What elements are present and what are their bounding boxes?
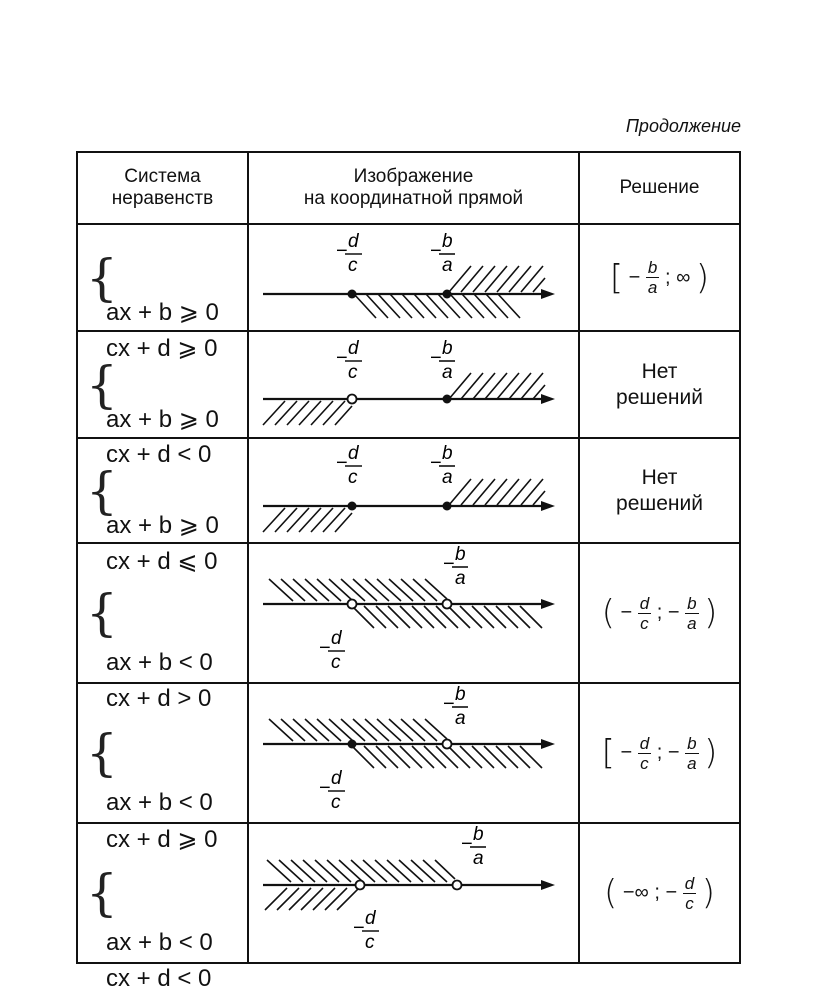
solution-cell: [579, 683, 740, 823]
number-line-diagram: [249, 544, 578, 677]
brace-icon: {: [86, 461, 118, 520]
label-b: b: [473, 824, 484, 845]
label-b: b: [455, 684, 466, 705]
label-minus: −: [336, 347, 348, 369]
numerator: d: [684, 873, 695, 893]
label-a: a: [455, 568, 466, 589]
label-minus: −: [461, 833, 473, 855]
solution-cell: [579, 224, 740, 331]
number-line-diagram: [249, 225, 578, 325]
point-minus-d-over-c: [348, 395, 357, 404]
point-minus-b-over-a: [443, 502, 452, 511]
number-line-cell: [248, 683, 579, 823]
inequality-1: ax + b ⩾ 0: [106, 298, 219, 326]
header-image-line2: на координатной прямой: [303, 188, 524, 209]
fraction-d-over-c: [638, 735, 651, 772]
numerator: b: [687, 733, 697, 753]
solution-cell: [579, 543, 740, 683]
brace-icon: {: [86, 864, 118, 922]
label-minus: −: [353, 917, 365, 939]
point-minus-d-over-c: [348, 502, 357, 511]
label-b: b: [455, 544, 466, 565]
header-image: [248, 152, 579, 224]
inequality-2: cx + d < 0: [106, 440, 212, 468]
label-d: d: [365, 908, 376, 929]
inequality-2: cx + d ⩽ 0: [106, 547, 218, 575]
arrow-icon: [541, 880, 555, 890]
number-line-diagram: [249, 439, 578, 537]
label-minus: −: [319, 777, 331, 799]
label-minus: −: [319, 637, 331, 659]
point-minus-d-over-c: [356, 881, 365, 890]
number-line-diagram: [249, 824, 578, 957]
label-a: a: [442, 255, 453, 276]
inequality-1: ax + b ⩾ 0: [106, 511, 219, 539]
inequality-systems-table: [76, 151, 741, 992]
fraction-b-over-a: [646, 259, 659, 296]
brace-icon: {: [86, 248, 118, 307]
header-system-line2: неравенств: [111, 188, 214, 209]
no-solution-line1: Нет: [641, 359, 678, 383]
no-solution-line1: Нет: [641, 465, 678, 489]
number-line-cell: [248, 224, 579, 331]
bracket-open: [: [601, 733, 615, 773]
label-a: a: [442, 467, 453, 488]
bracket-open: [: [609, 257, 624, 298]
arrow-icon: [541, 394, 555, 404]
minus-sign: −: [667, 601, 680, 624]
label-b: b: [442, 231, 453, 252]
label-minus: −: [430, 452, 442, 474]
minus-sign: −: [667, 741, 680, 764]
numerator: d: [639, 733, 650, 753]
label-c: c: [348, 362, 358, 383]
label-d: d: [331, 768, 342, 789]
no-solution-line2: решений: [616, 491, 703, 515]
point-minus-d-over-c: [348, 600, 357, 609]
point-minus-b-over-a: [443, 395, 452, 404]
fraction-b-over-a: [685, 735, 698, 772]
minus-sign: −: [620, 601, 633, 624]
bracket-open: (: [604, 873, 618, 913]
inequality-2: cx + d < 0: [106, 965, 212, 992]
separator: ;: [656, 741, 663, 764]
denominator: a: [687, 613, 697, 633]
label-c: c: [331, 792, 341, 813]
numerator: d: [639, 593, 650, 613]
fraction-d-over-c: [683, 875, 696, 912]
fraction-d-over-c: [638, 595, 651, 632]
label-c: c: [348, 467, 358, 488]
minus-sign: −: [628, 266, 641, 288]
minus-sign: −: [620, 741, 633, 764]
inequality-2: cx + d ⩾ 0: [106, 826, 218, 853]
bracket-close: ): [704, 733, 718, 773]
number-line-cell: [248, 331, 579, 438]
header-solution-text: Решение: [619, 177, 700, 198]
inequality-1: ax + b ⩾ 0: [106, 405, 219, 433]
solution-cell: [579, 823, 740, 963]
solution-cell: [579, 331, 740, 438]
label-b: b: [442, 338, 453, 359]
minus-infinity: −∞: [622, 881, 649, 904]
label-minus: −: [430, 347, 442, 369]
arrow-icon: [541, 289, 555, 299]
point-minus-d-over-c: [348, 740, 357, 749]
header-solution: [579, 152, 740, 224]
arrow-icon: [541, 599, 555, 609]
number-line-cell: [248, 438, 579, 543]
arrow-icon: [541, 739, 555, 749]
inequality-1: ax + b < 0: [106, 789, 213, 816]
infinity: ∞: [676, 266, 691, 288]
numerator: b: [687, 593, 697, 613]
label-d: d: [348, 443, 359, 464]
number-line-cell: [248, 823, 579, 963]
separator: ;: [664, 266, 671, 288]
header-system: [77, 152, 248, 224]
separator: ;: [656, 601, 663, 624]
label-a: a: [473, 848, 484, 869]
label-minus: −: [443, 693, 455, 715]
table-row: [77, 224, 740, 331]
point-minus-b-over-a: [443, 740, 452, 749]
no-solution-line2: решений: [616, 385, 703, 409]
arrow-icon: [541, 501, 555, 511]
bracket-open: (: [601, 593, 615, 633]
bracket-close: ): [695, 257, 710, 298]
brace-icon: {: [86, 355, 118, 414]
point-minus-b-over-a: [443, 600, 452, 609]
denominator: a: [687, 753, 697, 773]
label-minus: −: [336, 452, 348, 474]
point-minus-b-over-a: [443, 290, 452, 299]
label-minus: −: [430, 240, 442, 262]
point-minus-b-over-a: [453, 881, 462, 890]
label-c: c: [348, 255, 358, 276]
separator: ;: [654, 881, 660, 904]
brace-icon: {: [86, 584, 118, 642]
brace-icon: {: [86, 724, 118, 782]
minus-sign: −: [665, 881, 678, 904]
label-c: c: [365, 932, 375, 953]
header-row: [77, 152, 740, 224]
number-line-diagram: [249, 684, 578, 817]
numerator: b: [647, 258, 658, 277]
label-a: a: [455, 708, 466, 729]
system-cell: [77, 224, 248, 362]
bracket-close: ): [704, 593, 718, 633]
continuation-caption: Продолжение: [625, 116, 741, 136]
solution-cell: [579, 438, 740, 543]
label-minus: −: [443, 553, 455, 575]
denominator: c: [640, 613, 649, 633]
bracket-close: ): [701, 873, 715, 913]
inequality-1: ax + b < 0: [106, 929, 213, 956]
label-c: c: [331, 652, 341, 673]
denominator: c: [640, 753, 649, 773]
denominator: a: [647, 278, 658, 297]
label-a: a: [442, 362, 453, 383]
inequality-2: cx + d > 0: [106, 685, 212, 712]
point-minus-d-over-c: [348, 290, 357, 299]
label-d: d: [348, 338, 359, 359]
label-b: b: [442, 443, 453, 464]
label-d: d: [331, 628, 342, 649]
number-line-diagram: [249, 332, 578, 432]
label-d: d: [348, 231, 359, 252]
header-image-line1: Изображение: [353, 166, 474, 187]
header-system-line1: Система: [124, 166, 201, 187]
number-line-cell: [248, 543, 579, 683]
inequality-1: ax + b < 0: [106, 649, 213, 676]
label-minus: −: [336, 240, 348, 262]
fraction-b-over-a: [685, 595, 698, 632]
denominator: c: [685, 893, 694, 913]
inequality-2: cx + d ⩾ 0: [106, 334, 218, 362]
